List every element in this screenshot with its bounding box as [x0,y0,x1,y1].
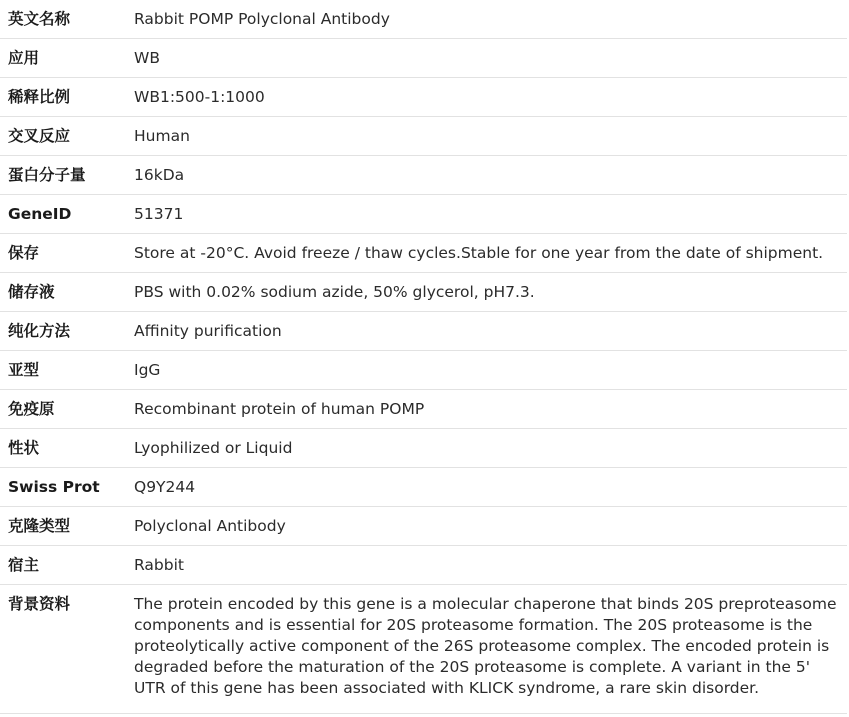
spec-label: 纯化方法 [0,312,126,351]
spec-label: 宿主 [0,546,126,585]
spec-value: WB [126,39,847,78]
spec-row-storage [0,234,847,273]
spec-label: 亚型 [0,351,126,390]
spec-label: GeneID [0,195,126,234]
spec-label: 背景资料 [0,585,126,714]
spec-row-english-name [0,0,847,39]
spec-row-application [0,39,847,78]
spec-row-swiss-prot [0,468,847,507]
spec-value: PBS with 0.02% sodium azide, 50% glycerol, pH7.3. [126,273,847,312]
spec-value: Affinity purification [126,312,847,351]
spec-row-storage-buffer [0,273,847,312]
spec-value: WB1:500-1:1000 [126,78,847,117]
spec-row-background [0,585,847,714]
spec-row-purification [0,312,847,351]
spec-row-gene-id [0,195,847,234]
spec-value: Q9Y244 [126,468,847,507]
spec-value: Store at -20°C. Avoid freeze / thaw cycles.Stable for one year from the date of shipment. [126,234,847,273]
spec-label: 应用 [0,39,126,78]
spec-row-molecular-weight [0,156,847,195]
spec-label: 保存 [0,234,126,273]
spec-label: 稀释比例 [0,78,126,117]
spec-label: 英文名称 [0,0,126,39]
spec-row-form [0,429,847,468]
spec-value: Rabbit [126,546,847,585]
spec-value: Rabbit POMP Polyclonal Antibody [126,0,847,39]
spec-value: Human [126,117,847,156]
spec-row-isotype [0,351,847,390]
spec-value: Lyophilized or Liquid [126,429,847,468]
spec-row-cross-reactivity [0,117,847,156]
spec-value: IgG [126,351,847,390]
spec-label: 交叉反应 [0,117,126,156]
spec-row-immunogen [0,390,847,429]
spec-label: 免疫原 [0,390,126,429]
spec-label: 性状 [0,429,126,468]
spec-value: 51371 [126,195,847,234]
spec-value: The protein encoded by this gene is a molecular chaperone that binds 20S preproteasome components and is essential for 20S proteasome formation. The 20S proteasome is the proteolytically active component of the 26S proteasome complex. The encoded protein is degraded before the maturation of the 20S proteasome is complete. A variant in the 5' UTR of this gene has been associated with KLICK syndrome, a rare skin disorder. [126,585,847,714]
spec-row-clonality [0,507,847,546]
spec-value: 16kDa [126,156,847,195]
spec-row-host [0,546,847,585]
spec-row-dilution [0,78,847,117]
spec-value: Recombinant protein of human POMP [126,390,847,429]
spec-value: Polyclonal Antibody [126,507,847,546]
spec-label: Swiss Prot [0,468,126,507]
spec-label: 储存液 [0,273,126,312]
spec-label: 蛋白分子量 [0,156,126,195]
spec-label: 克隆类型 [0,507,126,546]
